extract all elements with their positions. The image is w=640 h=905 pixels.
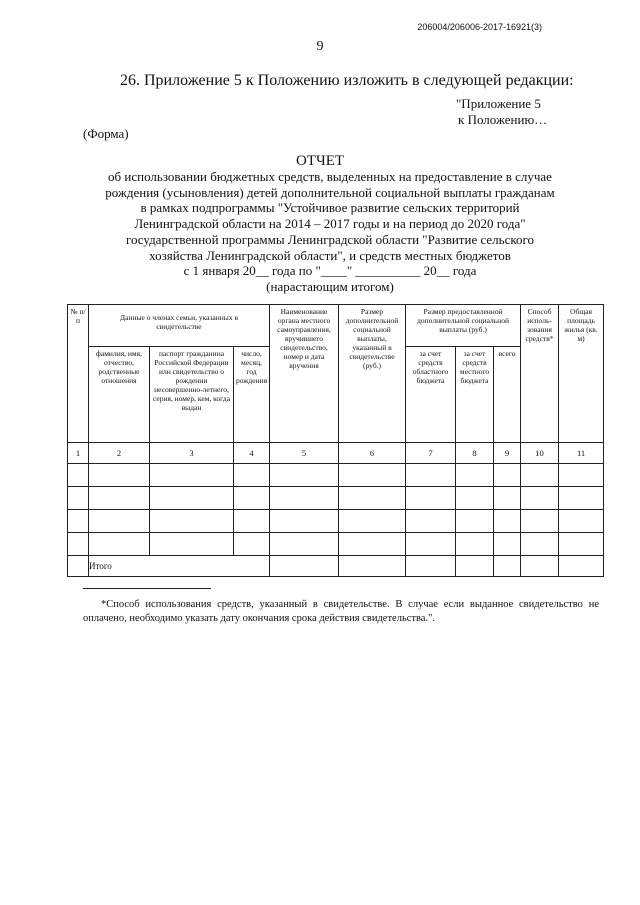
header-area: Общая площадь жилья (кв. м) — [559, 305, 604, 443]
total-row — [68, 556, 604, 577]
header-local: за счет средств местного бюджета — [456, 347, 494, 443]
header-birth-date: число, месяц, год рождения — [234, 347, 270, 443]
column-number: 8 — [456, 443, 494, 464]
column-number: 5 — [270, 443, 339, 464]
header-regional: за счет средств областного бюджета — [406, 347, 456, 443]
header-passport: паспорт гражданина Российской Федерации или свидетельство о рождении несовершенно-летнего, серия, номер, кем, когда выдан — [150, 347, 234, 443]
page-number: 9 — [316, 39, 324, 54]
subtitle-line: государственной программы Ленинградской области "Развитие сельского — [125, 231, 535, 247]
table-row — [68, 533, 604, 556]
table-row — [68, 510, 604, 533]
column-number: 10 — [521, 443, 559, 464]
column-number: 4 — [234, 443, 270, 464]
subtitle-line: Ленинградской области на 2014 – 2017 годы и на период до 2020 года" — [134, 216, 526, 232]
subtitle-line: с 1 января 20__ года по "____" __________ 20__ года — [183, 263, 477, 279]
report-subtitle — [80, 169, 580, 295]
header-authority: Наименование органа местного самоуправления, вручившего свидетельство, номер и дата вручения — [270, 305, 339, 443]
header-provided-group: Размер предоставленной дополнительной социальной выплаты (руб.) — [406, 305, 521, 347]
table-row — [68, 464, 604, 487]
appendix-line: "Приложение 5 — [456, 96, 541, 111]
header-total: всего — [494, 347, 521, 443]
column-number: 9 — [494, 443, 521, 464]
subtitle-line: в рамках подпрограммы "Устойчивое развитие сельских территорий — [140, 200, 520, 216]
subtitle-line: рождения (усыновления) детей дополнительной социальной выплаты гражданам — [105, 184, 555, 200]
report-table — [67, 304, 604, 577]
table-row — [68, 487, 604, 510]
subtitle-line: (нарастающим итогом) — [266, 278, 394, 294]
subtitle-line: хозяйства Ленинградской области", и средств местных бюджетов — [149, 247, 511, 263]
header-method: Способ исполь-зования средств* — [521, 305, 559, 443]
footnote: *Способ использования средств, указанный в свидетельстве. В случае если выданное свидетельство не оплачено, необходимо указать дату окончания срока действия свидетельства.". — [83, 599, 599, 624]
appendix-line: к Положению… — [458, 112, 548, 127]
column-number: 1 — [68, 443, 89, 464]
amendment-item: 26. Приложение 5 к Положению изложить в следующей редакции: — [120, 72, 574, 89]
header-payment-amount: Размер дополнительной социальной выплаты, указанный в свидетельстве (руб.) — [339, 305, 406, 443]
report-title: ОТЧЕТ — [295, 153, 345, 169]
column-number: 3 — [150, 443, 234, 464]
header-num: № п/п — [68, 305, 89, 443]
header-family-group: Данные о членах семьи, указанных в свидетельстве — [89, 305, 270, 347]
column-number: 6 — [339, 443, 406, 464]
column-number: 11 — [559, 443, 604, 464]
appendix-reference — [456, 96, 547, 128]
footnote-divider — [83, 588, 211, 589]
form-label: (Форма) — [83, 126, 129, 141]
column-number-row — [68, 443, 604, 464]
column-number: 2 — [89, 443, 150, 464]
header-family-name: фамилия, имя, отчество, родственные отношения — [89, 347, 150, 443]
document-number: 206004/206006-2017-16921(3) — [417, 22, 542, 32]
subtitle-line: об использовании бюджетных средств, выделенных на предоставление в случае — [108, 169, 552, 184]
total-label: Итого — [89, 556, 270, 577]
column-number: 7 — [406, 443, 456, 464]
